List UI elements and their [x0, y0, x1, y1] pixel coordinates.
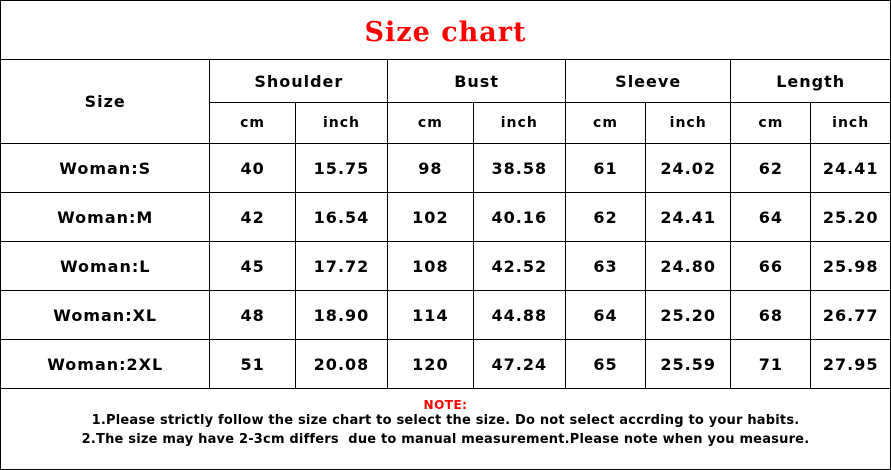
cell-sleeve-cm: 63 — [566, 242, 646, 291]
cell-sleeve-cm: 64 — [566, 291, 646, 340]
size-chart-table — [1, 59, 890, 389]
cell-shoulder-inch: 18.90 — [295, 291, 387, 340]
cell-sleeve-inch: 24.80 — [646, 242, 731, 291]
header-unit-bust-inch: inch — [473, 103, 565, 144]
cell-shoulder-cm: 45 — [210, 242, 295, 291]
header-unit-length-cm: cm — [731, 103, 811, 144]
cell-length-cm: 62 — [731, 144, 811, 193]
cell-bust-inch: 47.24 — [473, 340, 565, 389]
cell-sleeve-inch: 25.20 — [646, 291, 731, 340]
cell-bust-cm: 102 — [388, 193, 473, 242]
header-unit-bust-cm: cm — [388, 103, 473, 144]
note-label: NOTE: — [423, 398, 468, 412]
header-group-shoulder: Shoulder — [210, 60, 388, 103]
cell-bust-inch: 38.58 — [473, 144, 565, 193]
header-group-sleeve: Sleeve — [566, 60, 731, 103]
cell-shoulder-cm: 42 — [210, 193, 295, 242]
cell-bust-cm: 108 — [388, 242, 473, 291]
cell-sleeve-inch: 24.41 — [646, 193, 731, 242]
row-size-label: Woman:S — [1, 144, 210, 193]
cell-length-inch: 24.41 — [811, 144, 890, 193]
cell-length-cm: 68 — [731, 291, 811, 340]
table-row — [1, 242, 890, 291]
cell-length-inch: 25.98 — [811, 242, 890, 291]
cell-length-inch: 26.77 — [811, 291, 890, 340]
header-unit-shoulder-inch: inch — [295, 103, 387, 144]
table-header — [1, 60, 890, 144]
cell-length-cm: 71 — [731, 340, 811, 389]
cell-shoulder-cm: 48 — [210, 291, 295, 340]
cell-bust-inch: 42.52 — [473, 242, 565, 291]
cell-shoulder-cm: 51 — [210, 340, 295, 389]
cell-length-inch: 25.20 — [811, 193, 890, 242]
cell-shoulder-inch: 15.75 — [295, 144, 387, 193]
table-body — [1, 144, 890, 389]
cell-shoulder-inch: 16.54 — [295, 193, 387, 242]
cell-sleeve-inch: 25.59 — [646, 340, 731, 389]
page-title: Size chart — [364, 17, 527, 48]
cell-shoulder-inch: 17.72 — [295, 242, 387, 291]
table-row — [1, 291, 890, 340]
cell-bust-cm: 114 — [388, 291, 473, 340]
cell-shoulder-cm: 40 — [210, 144, 295, 193]
cell-sleeve-inch: 24.02 — [646, 144, 731, 193]
cell-shoulder-inch: 20.08 — [295, 340, 387, 389]
header-unit-sleeve-cm: cm — [566, 103, 646, 144]
cell-bust-cm: 98 — [388, 144, 473, 193]
row-size-label: Woman:L — [1, 242, 210, 291]
note-block — [1, 389, 890, 450]
header-row-groups — [1, 60, 890, 103]
table-row — [1, 340, 890, 389]
header-unit-length-inch: inch — [811, 103, 890, 144]
table-row — [1, 144, 890, 193]
cell-bust-cm: 120 — [388, 340, 473, 389]
header-group-bust: Bust — [388, 60, 566, 103]
row-size-label: Woman:2XL — [1, 340, 210, 389]
header-group-length: Length — [731, 60, 890, 103]
note-line-2: 2.The size may have 2-3cm differs due to manual measurement.Please note when you measure. — [81, 431, 810, 447]
cell-length-cm: 66 — [731, 242, 811, 291]
table-row — [1, 193, 890, 242]
note-line-1: 1.Please strictly follow the size chart to select the size. Do not select accrding to your habits. — [91, 413, 800, 428]
cell-sleeve-cm: 61 — [566, 144, 646, 193]
cell-sleeve-cm: 65 — [566, 340, 646, 389]
row-size-label: Woman:XL — [1, 291, 210, 340]
header-unit-sleeve-inch: inch — [646, 103, 731, 144]
cell-sleeve-cm: 62 — [566, 193, 646, 242]
cell-bust-inch: 40.16 — [473, 193, 565, 242]
cell-length-inch: 27.95 — [811, 340, 890, 389]
row-size-label: Woman:M — [1, 193, 210, 242]
cell-length-cm: 64 — [731, 193, 811, 242]
header-size: Size — [1, 60, 210, 144]
cell-bust-inch: 44.88 — [473, 291, 565, 340]
header-unit-shoulder-cm: cm — [210, 103, 295, 144]
